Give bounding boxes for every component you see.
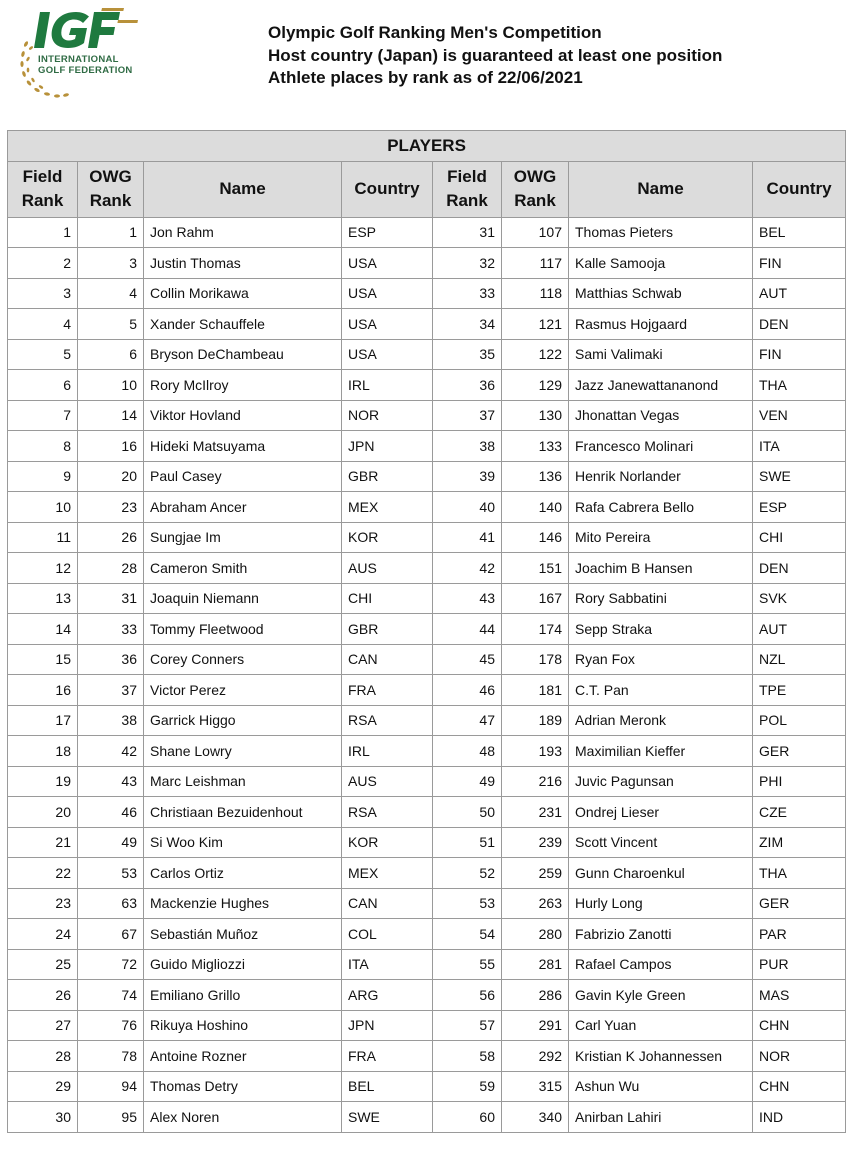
field-rank-cell: 34 <box>433 309 502 340</box>
table-row <box>8 583 846 614</box>
owg-rank-cell: 231 <box>502 797 569 828</box>
table-row <box>8 1010 846 1041</box>
player-name-cell: Sebastián Muñoz <box>144 919 342 950</box>
player-name-cell: Rafa Cabrera Bello <box>569 492 753 523</box>
table-row <box>8 1041 846 1072</box>
owg-rank-cell: 259 <box>502 858 569 889</box>
owg-rank-cell: 14 <box>78 400 144 431</box>
player-name-cell: Sepp Straka <box>569 614 753 645</box>
country-cell: CHI <box>753 522 846 553</box>
player-name-cell: Matthias Schwab <box>569 278 753 309</box>
field-rank-cell: 30 <box>8 1102 78 1133</box>
owg-rank-cell: 94 <box>78 1071 144 1102</box>
country-cell: POL <box>753 705 846 736</box>
country-cell: KOR <box>342 522 433 553</box>
field-rank-cell: 54 <box>433 919 502 950</box>
owg-rank-cell: 1 <box>78 217 144 248</box>
country-cell: RSA <box>342 797 433 828</box>
owg-rank-cell: 74 <box>78 980 144 1011</box>
owg-rank-cell: 239 <box>502 827 569 858</box>
player-name-cell: Carl Yuan <box>569 1010 753 1041</box>
owg-rank-cell: 28 <box>78 553 144 584</box>
country-cell: MAS <box>753 980 846 1011</box>
column-header-field-rank-right: Field Rank <box>433 161 502 217</box>
field-rank-cell: 48 <box>433 736 502 767</box>
player-name-cell: Mackenzie Hughes <box>144 888 342 919</box>
country-cell: MEX <box>342 492 433 523</box>
player-name-cell: Emiliano Grillo <box>144 980 342 1011</box>
table-row <box>8 736 846 767</box>
owg-rank-cell: 95 <box>78 1102 144 1133</box>
country-cell: FIN <box>753 248 846 279</box>
country-cell: SWE <box>342 1102 433 1133</box>
owg-rank-cell: 280 <box>502 919 569 950</box>
owg-rank-cell: 117 <box>502 248 569 279</box>
player-name-cell: Gunn Charoenkul <box>569 858 753 889</box>
owg-rank-cell: 136 <box>502 461 569 492</box>
owg-rank-cell: 281 <box>502 949 569 980</box>
header-line3: Athlete places by rank as of 22/06/2021 <box>268 68 583 87</box>
field-rank-cell: 6 <box>8 370 78 401</box>
field-rank-cell: 41 <box>433 522 502 553</box>
country-cell: THA <box>753 858 846 889</box>
field-rank-cell: 49 <box>433 766 502 797</box>
column-header-country-left: Country <box>342 161 433 217</box>
table-row <box>8 522 846 553</box>
owg-rank-cell: 181 <box>502 675 569 706</box>
field-rank-cell: 25 <box>8 949 78 980</box>
player-name-cell: Marc Leishman <box>144 766 342 797</box>
country-cell: SVK <box>753 583 846 614</box>
player-name-cell: Rasmus Hojgaard <box>569 309 753 340</box>
country-cell: PUR <box>753 949 846 980</box>
country-cell: USA <box>342 248 433 279</box>
field-rank-cell: 11 <box>8 522 78 553</box>
player-name-cell: Rikuya Hoshino <box>144 1010 342 1041</box>
table-body <box>8 217 846 1132</box>
country-cell: CZE <box>753 797 846 828</box>
player-name-cell: Ryan Fox <box>569 644 753 675</box>
table-row <box>8 309 846 340</box>
field-rank-cell: 52 <box>433 858 502 889</box>
table-row <box>8 888 846 919</box>
table-row <box>8 461 846 492</box>
field-rank-cell: 21 <box>8 827 78 858</box>
country-cell: NOR <box>342 400 433 431</box>
country-cell: USA <box>342 339 433 370</box>
owg-rank-cell: 292 <box>502 1041 569 1072</box>
country-cell: IND <box>753 1102 846 1133</box>
player-name-cell: Xander Schauffele <box>144 309 342 340</box>
country-cell: RSA <box>342 705 433 736</box>
owg-rank-cell: 6 <box>78 339 144 370</box>
country-cell: GER <box>753 888 846 919</box>
owg-rank-cell: 63 <box>78 888 144 919</box>
owg-rank-cell: 340 <box>502 1102 569 1133</box>
field-rank-cell: 43 <box>433 583 502 614</box>
owg-rank-cell: 38 <box>78 705 144 736</box>
country-cell: AUS <box>342 553 433 584</box>
country-cell: ESP <box>342 217 433 248</box>
owg-rank-cell: 151 <box>502 553 569 584</box>
field-rank-cell: 29 <box>8 1071 78 1102</box>
column-header-owg-rank-left: OWG Rank <box>78 161 144 217</box>
player-name-cell: Shane Lowry <box>144 736 342 767</box>
country-cell: CHN <box>753 1071 846 1102</box>
player-name-cell: Henrik Norlander <box>569 461 753 492</box>
owg-rank-cell: 4 <box>78 278 144 309</box>
owg-rank-cell: 140 <box>502 492 569 523</box>
column-header-row <box>8 161 846 217</box>
header-line1: Olympic Golf Ranking Men's Competition <box>268 23 602 42</box>
owg-rank-cell: 33 <box>78 614 144 645</box>
player-name-cell: Adrian Meronk <box>569 705 753 736</box>
player-name-cell: Scott Vincent <box>569 827 753 858</box>
table-row <box>8 949 846 980</box>
owg-rank-cell: 67 <box>78 919 144 950</box>
players-table <box>7 130 846 1133</box>
owg-rank-cell: 146 <box>502 522 569 553</box>
table-row <box>8 858 846 889</box>
country-cell: FRA <box>342 1041 433 1072</box>
table-row <box>8 1102 846 1133</box>
country-cell: ITA <box>753 431 846 462</box>
player-name-cell: Thomas Detry <box>144 1071 342 1102</box>
owg-rank-cell: 263 <box>502 888 569 919</box>
field-rank-cell: 42 <box>433 553 502 584</box>
field-rank-cell: 18 <box>8 736 78 767</box>
field-rank-cell: 14 <box>8 614 78 645</box>
owg-rank-cell: 129 <box>502 370 569 401</box>
column-header-country-right: Country <box>753 161 846 217</box>
player-name-cell: Cameron Smith <box>144 553 342 584</box>
table-row <box>8 1071 846 1102</box>
player-name-cell: Joachim B Hansen <box>569 553 753 584</box>
player-name-cell: Mito Pereira <box>569 522 753 553</box>
field-rank-cell: 58 <box>433 1041 502 1072</box>
player-name-cell: Bryson DeChambeau <box>144 339 342 370</box>
field-rank-cell: 40 <box>433 492 502 523</box>
field-rank-cell: 60 <box>433 1102 502 1133</box>
owg-rank-cell: 122 <box>502 339 569 370</box>
player-name-cell: Corey Conners <box>144 644 342 675</box>
country-cell: JPN <box>342 431 433 462</box>
country-cell: GBR <box>342 461 433 492</box>
player-name-cell: Maximilian Kieffer <box>569 736 753 767</box>
table-row <box>8 339 846 370</box>
field-rank-cell: 35 <box>433 339 502 370</box>
owg-rank-cell: 49 <box>78 827 144 858</box>
owg-rank-cell: 37 <box>78 675 144 706</box>
field-rank-cell: 59 <box>433 1071 502 1102</box>
player-name-cell: Juvic Pagunsan <box>569 766 753 797</box>
field-rank-cell: 10 <box>8 492 78 523</box>
owg-rank-cell: 193 <box>502 736 569 767</box>
country-cell: COL <box>342 919 433 950</box>
field-rank-cell: 19 <box>8 766 78 797</box>
player-name-cell: Garrick Higgo <box>144 705 342 736</box>
column-header-name-left: Name <box>144 161 342 217</box>
owg-rank-cell: 16 <box>78 431 144 462</box>
field-rank-cell: 15 <box>8 644 78 675</box>
country-cell: AUT <box>753 278 846 309</box>
table-row <box>8 400 846 431</box>
field-rank-cell: 47 <box>433 705 502 736</box>
player-name-cell: Carlos Ortiz <box>144 858 342 889</box>
owg-rank-cell: 46 <box>78 797 144 828</box>
table-row <box>8 278 846 309</box>
field-rank-cell: 37 <box>433 400 502 431</box>
country-cell: PHI <box>753 766 846 797</box>
owg-rank-cell: 174 <box>502 614 569 645</box>
field-rank-cell: 16 <box>8 675 78 706</box>
table-row <box>8 370 846 401</box>
field-rank-cell: 36 <box>433 370 502 401</box>
field-rank-cell: 12 <box>8 553 78 584</box>
field-rank-cell: 45 <box>433 644 502 675</box>
owg-rank-cell: 42 <box>78 736 144 767</box>
owg-rank-cell: 315 <box>502 1071 569 1102</box>
player-name-cell: Paul Casey <box>144 461 342 492</box>
owg-rank-cell: 26 <box>78 522 144 553</box>
field-rank-cell: 3 <box>8 278 78 309</box>
field-rank-cell: 7 <box>8 400 78 431</box>
table-row <box>8 614 846 645</box>
player-name-cell: Collin Morikawa <box>144 278 342 309</box>
country-cell: IRL <box>342 736 433 767</box>
country-cell: TPE <box>753 675 846 706</box>
field-rank-cell: 24 <box>8 919 78 950</box>
igf-logo <box>14 2 154 102</box>
player-name-cell: Ashun Wu <box>569 1071 753 1102</box>
player-name-cell: Joaquin Niemann <box>144 583 342 614</box>
table-row <box>8 644 846 675</box>
country-cell: DEN <box>753 309 846 340</box>
table-row <box>8 980 846 1011</box>
field-rank-cell: 44 <box>433 614 502 645</box>
field-rank-cell: 20 <box>8 797 78 828</box>
column-header-owg-rank-right: OWG Rank <box>502 161 569 217</box>
field-rank-cell: 28 <box>8 1041 78 1072</box>
owg-rank-cell: 10 <box>78 370 144 401</box>
field-rank-cell: 2 <box>8 248 78 279</box>
owg-rank-cell: 31 <box>78 583 144 614</box>
player-name-cell: Jhonattan Vegas <box>569 400 753 431</box>
table-row <box>8 675 846 706</box>
player-name-cell: Sungjae Im <box>144 522 342 553</box>
field-rank-cell: 8 <box>8 431 78 462</box>
field-rank-cell: 46 <box>433 675 502 706</box>
field-rank-cell: 38 <box>433 431 502 462</box>
owg-rank-cell: 78 <box>78 1041 144 1072</box>
table-row <box>8 705 846 736</box>
country-cell: USA <box>342 278 433 309</box>
player-name-cell: Guido Migliozzi <box>144 949 342 980</box>
player-name-cell: Alex Noren <box>144 1102 342 1133</box>
owg-rank-cell: 53 <box>78 858 144 889</box>
table-row <box>8 827 846 858</box>
table-row <box>8 797 846 828</box>
owg-rank-cell: 216 <box>502 766 569 797</box>
country-cell: SWE <box>753 461 846 492</box>
column-header-field-rank-left: Field Rank <box>8 161 78 217</box>
player-name-cell: Kristian K Johannessen <box>569 1041 753 1072</box>
player-name-cell: Jazz Janewattananond <box>569 370 753 401</box>
table-row <box>8 431 846 462</box>
field-rank-cell: 51 <box>433 827 502 858</box>
player-name-cell: Justin Thomas <box>144 248 342 279</box>
field-rank-cell: 32 <box>433 248 502 279</box>
table-title: PLAYERS <box>8 131 846 162</box>
player-name-cell: Hurly Long <box>569 888 753 919</box>
table-row <box>8 919 846 950</box>
owg-rank-cell: 20 <box>78 461 144 492</box>
country-cell: ARG <box>342 980 433 1011</box>
field-rank-cell: 17 <box>8 705 78 736</box>
country-cell: USA <box>342 309 433 340</box>
table-row <box>8 553 846 584</box>
owg-rank-cell: 5 <box>78 309 144 340</box>
country-cell: NZL <box>753 644 846 675</box>
country-cell: VEN <box>753 400 846 431</box>
country-cell: PAR <box>753 919 846 950</box>
player-name-cell: Si Woo Kim <box>144 827 342 858</box>
country-cell: DEN <box>753 553 846 584</box>
owg-rank-cell: 43 <box>78 766 144 797</box>
igf-logo-mark <box>14 2 154 102</box>
table-row <box>8 248 846 279</box>
country-cell: GER <box>753 736 846 767</box>
field-rank-cell: 5 <box>8 339 78 370</box>
field-rank-cell: 9 <box>8 461 78 492</box>
owg-rank-cell: 3 <box>78 248 144 279</box>
country-cell: BEL <box>753 217 846 248</box>
player-name-cell: Rory McIlroy <box>144 370 342 401</box>
field-rank-cell: 23 <box>8 888 78 919</box>
field-rank-cell: 56 <box>433 980 502 1011</box>
field-rank-cell: 55 <box>433 949 502 980</box>
player-name-cell: Sami Valimaki <box>569 339 753 370</box>
player-name-cell: Anirban Lahiri <box>569 1102 753 1133</box>
country-cell: FIN <box>753 339 846 370</box>
country-cell: THA <box>753 370 846 401</box>
owg-rank-cell: 286 <box>502 980 569 1011</box>
country-cell: NOR <box>753 1041 846 1072</box>
country-cell: CHN <box>753 1010 846 1041</box>
field-rank-cell: 50 <box>433 797 502 828</box>
owg-rank-cell: 178 <box>502 644 569 675</box>
player-name-cell: Rory Sabbatini <box>569 583 753 614</box>
field-rank-cell: 31 <box>433 217 502 248</box>
owg-rank-cell: 130 <box>502 400 569 431</box>
document-header <box>268 22 722 90</box>
player-name-cell: Viktor Hovland <box>144 400 342 431</box>
field-rank-cell: 4 <box>8 309 78 340</box>
player-name-cell: Victor Perez <box>144 675 342 706</box>
owg-rank-cell: 167 <box>502 583 569 614</box>
owg-rank-cell: 133 <box>502 431 569 462</box>
country-cell: ITA <box>342 949 433 980</box>
player-name-cell: Christiaan Bezuidenhout <box>144 797 342 828</box>
player-name-cell: Rafael Campos <box>569 949 753 980</box>
owg-rank-cell: 118 <box>502 278 569 309</box>
owg-rank-cell: 189 <box>502 705 569 736</box>
player-name-cell: Antoine Rozner <box>144 1041 342 1072</box>
table-row <box>8 492 846 523</box>
field-rank-cell: 53 <box>433 888 502 919</box>
logo-line1: INTERNATIONAL <box>38 54 119 65</box>
country-cell: ESP <box>753 492 846 523</box>
field-rank-cell: 57 <box>433 1010 502 1041</box>
country-cell: CHI <box>342 583 433 614</box>
table-row <box>8 217 846 248</box>
player-name-cell: Jon Rahm <box>144 217 342 248</box>
player-name-cell: Gavin Kyle Green <box>569 980 753 1011</box>
player-name-cell: C.T. Pan <box>569 675 753 706</box>
player-name-cell: Abraham Ancer <box>144 492 342 523</box>
country-cell: ZIM <box>753 827 846 858</box>
player-name-cell: Thomas Pieters <box>569 217 753 248</box>
table-row <box>8 766 846 797</box>
letter-i-shape <box>34 12 50 48</box>
country-cell: BEL <box>342 1071 433 1102</box>
field-rank-cell: 33 <box>433 278 502 309</box>
country-cell: FRA <box>342 675 433 706</box>
column-header-name-right: Name <box>569 161 753 217</box>
player-name-cell: Tommy Fleetwood <box>144 614 342 645</box>
header-line2: Host country (Japan) is guaranteed at least one position <box>268 45 723 65</box>
country-cell: MEX <box>342 858 433 889</box>
player-name-cell: Hideki Matsuyama <box>144 431 342 462</box>
field-rank-cell: 13 <box>8 583 78 614</box>
player-name-cell: Fabrizio Zanotti <box>569 919 753 950</box>
player-name-cell: Francesco Molinari <box>569 431 753 462</box>
owg-rank-cell: 72 <box>78 949 144 980</box>
player-name-cell: Kalle Samooja <box>569 248 753 279</box>
country-cell: JPN <box>342 1010 433 1041</box>
owg-rank-cell: 121 <box>502 309 569 340</box>
owg-rank-cell: 36 <box>78 644 144 675</box>
letter-f-shape <box>88 12 120 48</box>
country-cell: CAN <box>342 888 433 919</box>
owg-rank-cell: 76 <box>78 1010 144 1041</box>
country-cell: KOR <box>342 827 433 858</box>
country-cell: IRL <box>342 370 433 401</box>
field-rank-cell: 39 <box>433 461 502 492</box>
field-rank-cell: 22 <box>8 858 78 889</box>
country-cell: GBR <box>342 614 433 645</box>
field-rank-cell: 1 <box>8 217 78 248</box>
owg-rank-cell: 291 <box>502 1010 569 1041</box>
field-rank-cell: 26 <box>8 980 78 1011</box>
letter-g-shape <box>52 12 89 48</box>
player-name-cell: Ondrej Lieser <box>569 797 753 828</box>
country-cell: CAN <box>342 644 433 675</box>
country-cell: AUT <box>753 614 846 645</box>
country-cell: AUS <box>342 766 433 797</box>
logo-caption <box>38 54 133 76</box>
owg-rank-cell: 23 <box>78 492 144 523</box>
owg-rank-cell: 107 <box>502 217 569 248</box>
logo-line2: GOLF FEDERATION <box>38 65 133 76</box>
field-rank-cell: 27 <box>8 1010 78 1041</box>
